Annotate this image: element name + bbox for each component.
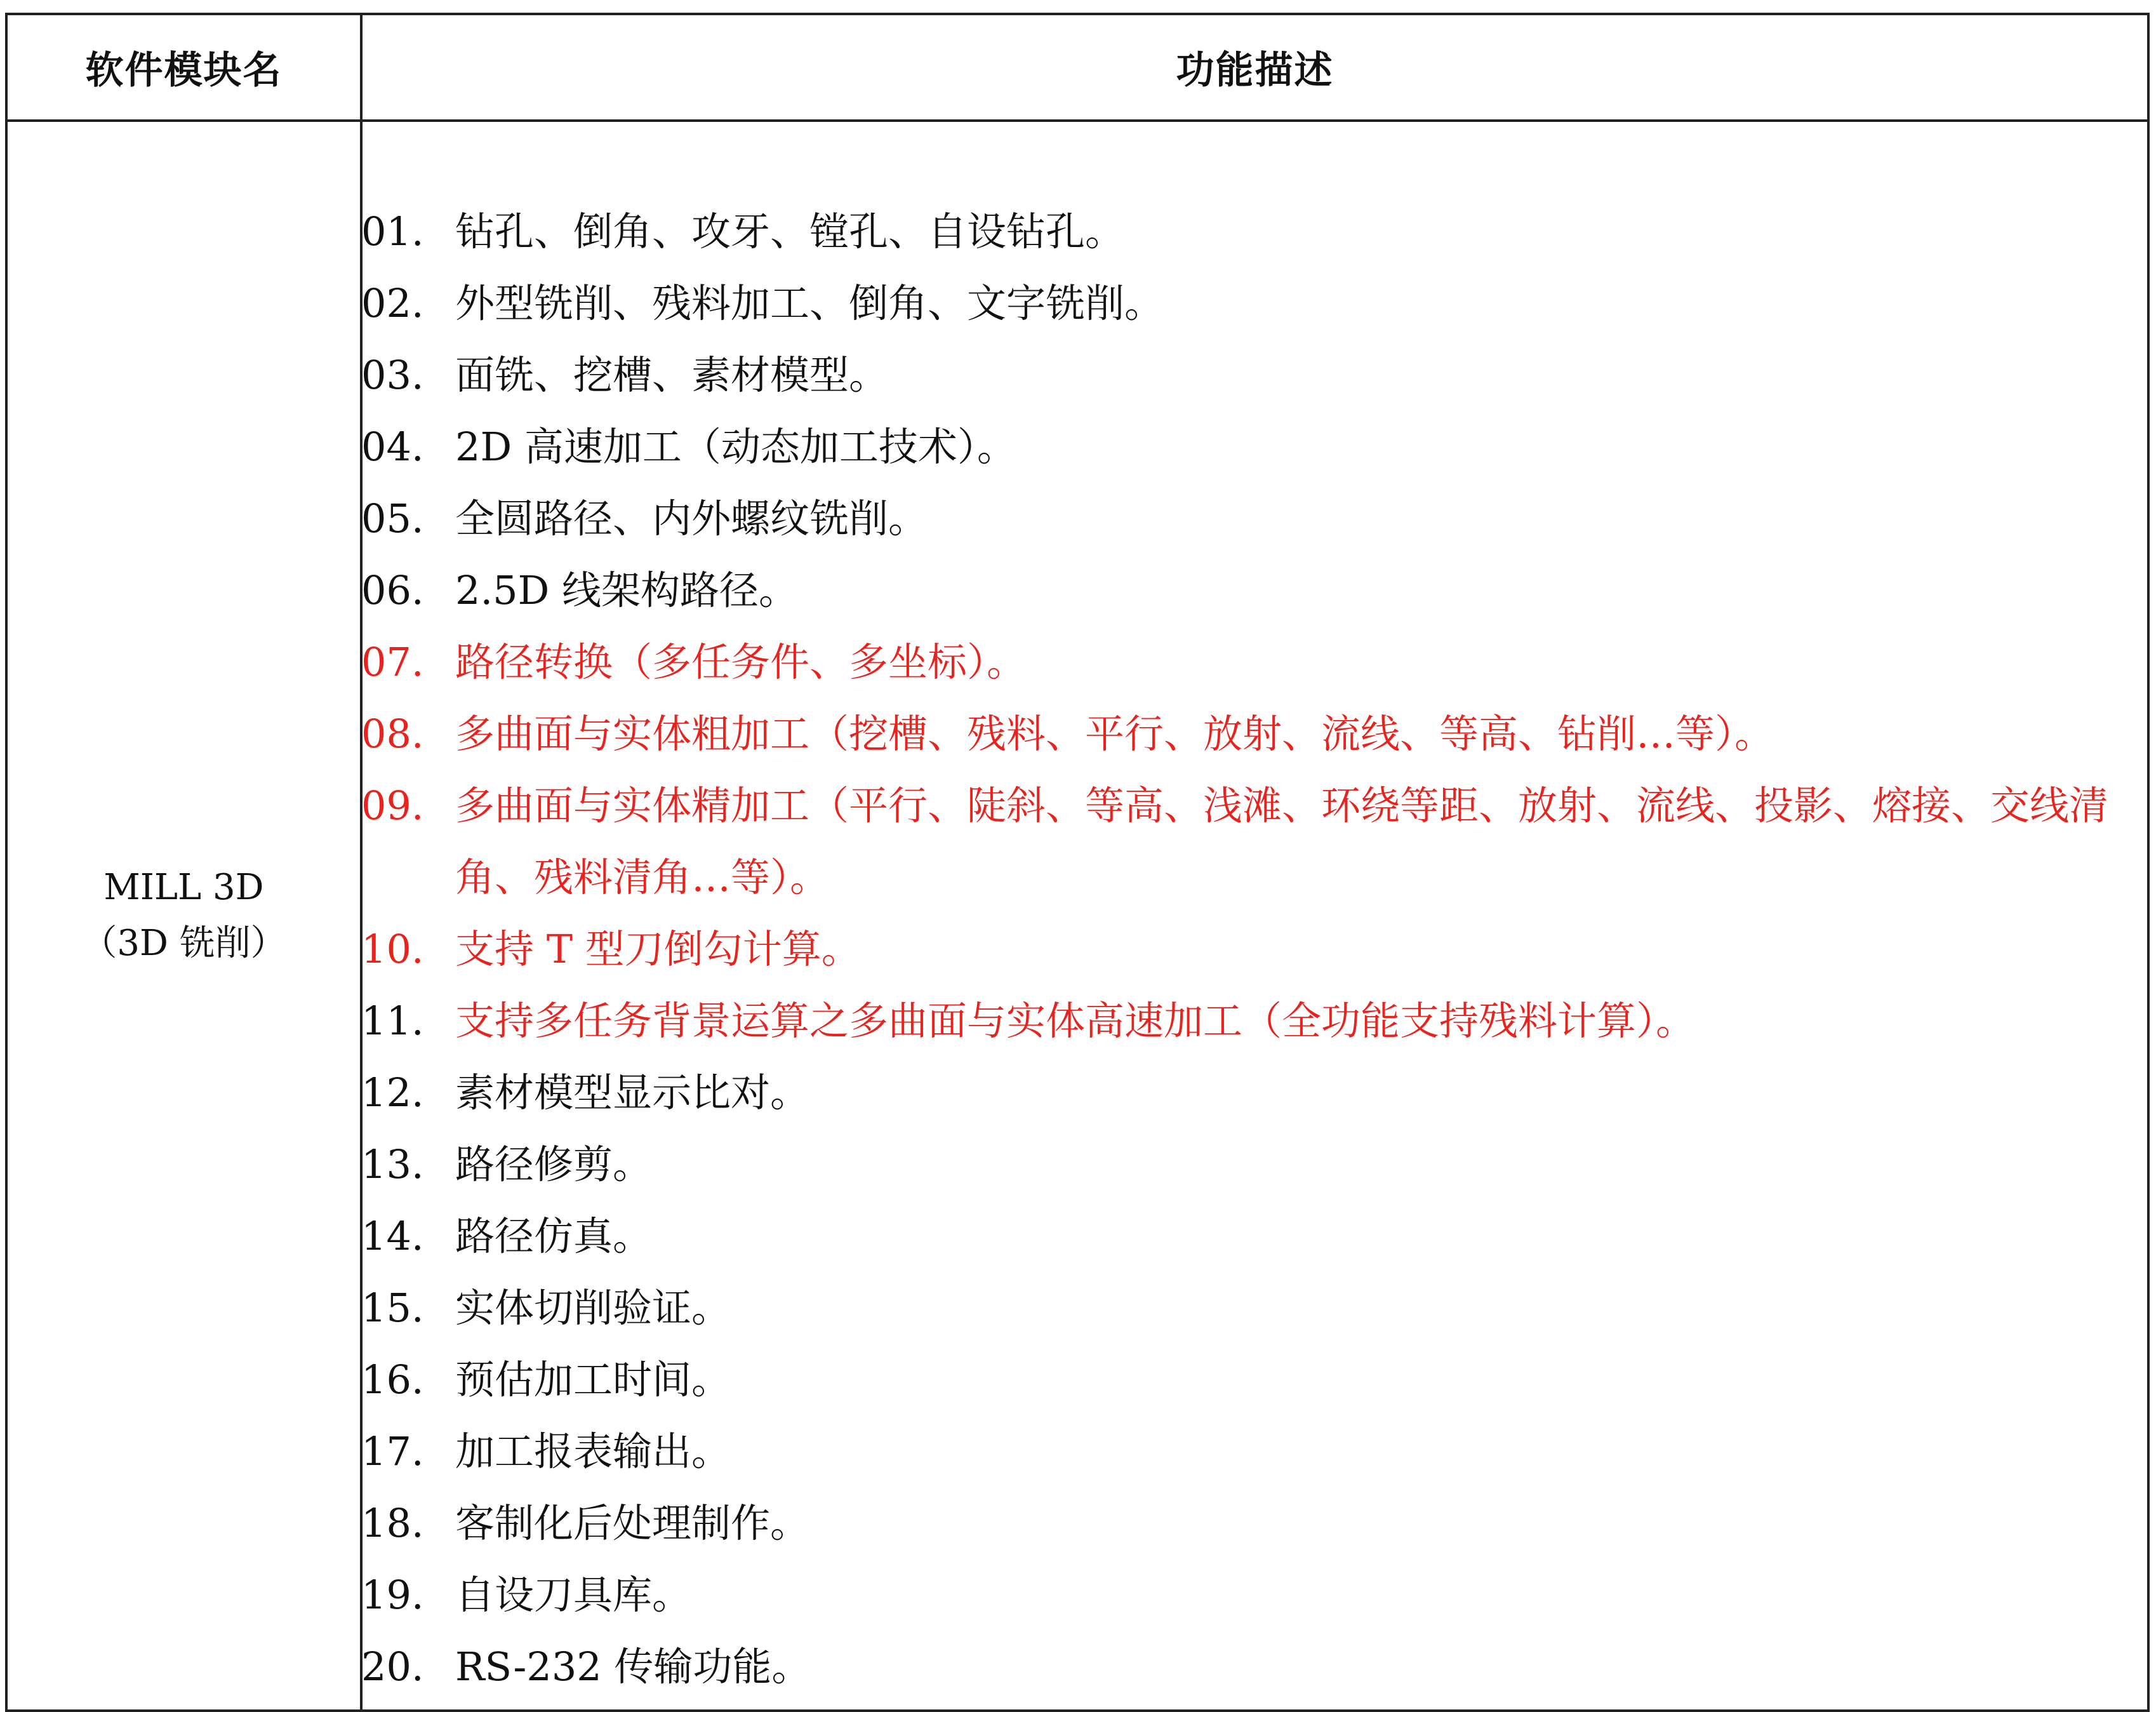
function-item-text: 面铣、挖槽、素材模型。 <box>455 352 889 398</box>
function-item-text: 实体切削验证。 <box>455 1285 731 1331</box>
function-item <box>361 196 2133 267</box>
function-list <box>361 196 2133 1702</box>
function-item-text: 路径仿真。 <box>455 1213 653 1259</box>
function-item <box>361 770 2133 913</box>
function-item-text: 自设刀具库。 <box>455 1572 692 1618</box>
function-item-text: 路径转换（多任务件、多坐标）。 <box>455 639 1027 685</box>
function-item <box>361 1415 2133 1487</box>
function-item <box>361 411 2133 483</box>
function-item <box>361 626 2133 698</box>
function-item <box>361 1344 2133 1415</box>
function-item-text: 素材模型显示比对。 <box>455 1069 810 1116</box>
function-item-text: 预估加工时间。 <box>455 1356 731 1403</box>
module-name: MILL 3D <box>103 867 264 908</box>
function-item-text: 路径修剪。 <box>455 1141 653 1187</box>
function-item <box>361 339 2133 411</box>
function-item <box>361 1559 2133 1631</box>
function-item-text: 多曲面与实体粗加工（挖槽、残料、平行、放射、流线、等高、钻削…等）。 <box>455 711 1774 757</box>
header-module-name: 软件模块名 <box>85 48 283 93</box>
function-item-number: 06. <box>361 567 424 613</box>
function-item-number: 16. <box>361 1356 424 1403</box>
function-item <box>361 1487 2133 1559</box>
function-item-text: 支持 T 型刀倒勾计算。 <box>455 926 861 972</box>
function-item-text: RS-232 传输功能。 <box>455 1643 811 1690</box>
function-item-number: 19. <box>361 1572 424 1618</box>
function-item-number: 05. <box>361 495 424 542</box>
function-item-text: 外型铣削、残料加工、倒角、文字铣削。 <box>455 280 1164 326</box>
function-item-number: 10. <box>361 926 424 972</box>
function-item-text: 客制化后处理制作。 <box>455 1500 810 1546</box>
function-item-text: 支持多任务背景运算之多曲面与实体高速加工（全功能支持残料计算）。 <box>455 998 1696 1044</box>
function-item <box>361 1128 2133 1200</box>
function-item-number: 18. <box>361 1500 424 1546</box>
function-item-text: 2D 高速加工（动态加工技术）。 <box>455 424 1016 470</box>
function-item <box>361 483 2133 554</box>
function-item <box>361 985 2133 1057</box>
function-item-number: 15. <box>361 1285 424 1331</box>
function-item-number: 12. <box>361 1069 424 1116</box>
function-item-number: 01. <box>361 208 424 255</box>
function-item-number: 03. <box>361 352 424 398</box>
function-item-text: 多曲面与实体精加工（平行、陡斜、等高、浅滩、环绕等距、放射、流线、投影、熔接、交线清角、残料清角…等）。 <box>455 782 2109 900</box>
function-item-number: 17. <box>361 1428 424 1475</box>
function-item-number: 20. <box>361 1643 424 1690</box>
function-item <box>361 1200 2133 1272</box>
function-item-number: 07. <box>361 639 424 685</box>
function-item <box>361 1631 2133 1702</box>
function-item-number: 02. <box>361 280 424 326</box>
function-item-number: 11. <box>361 998 424 1044</box>
module-subtitle: （3D 铣削） <box>81 923 286 964</box>
function-item <box>361 554 2133 626</box>
module-cell <box>8 122 360 1709</box>
function-item-text: 钻孔、倒角、攻牙、镗孔、自设钻孔。 <box>455 208 1125 255</box>
function-item <box>361 1272 2133 1344</box>
function-item <box>361 698 2133 770</box>
header-function-description: 功能描述 <box>1176 48 1334 93</box>
function-item-number: 09. <box>361 782 424 829</box>
function-item <box>361 1057 2133 1128</box>
function-item-text: 全圆路径、内外螺纹铣削。 <box>455 495 928 542</box>
function-item-number: 13. <box>361 1141 424 1187</box>
function-item-text: 加工报表输出。 <box>455 1428 731 1475</box>
function-item-number: 08. <box>361 711 424 757</box>
function-item-text: 2.5D 线架构路径。 <box>455 567 799 613</box>
function-item-number: 14. <box>361 1213 424 1259</box>
function-item <box>361 913 2133 985</box>
function-item <box>361 267 2133 339</box>
function-item-number: 04. <box>361 424 424 470</box>
